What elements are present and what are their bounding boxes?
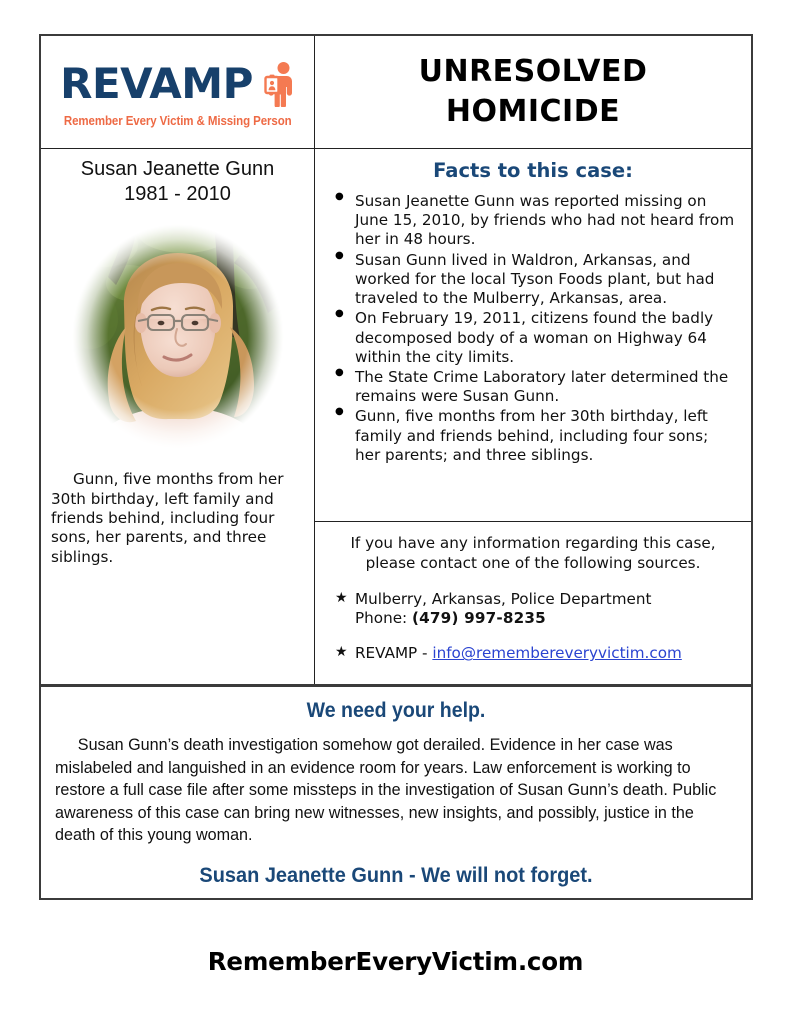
poster-title-line-1: UNRESOLVED <box>418 54 648 90</box>
contact-separator: - <box>422 644 428 663</box>
missing-person-poster <box>39 34 753 900</box>
phone-label: Phone: <box>355 608 408 627</box>
revamp-logo <box>60 58 295 108</box>
contact-intro: If you have any information regarding this case, please contact one of the following sources. <box>350 534 716 572</box>
phone-number[interactable]: (479) 997-8235 <box>412 608 546 627</box>
poster-title-cell <box>315 36 751 148</box>
list-item: ● Susan Gunn lived in Waldron, Arkansas, and worked for the local Tyson Foods plant, but had traveled to the Mulberry, Arkansas, area. <box>353 251 735 309</box>
revamp-label: REVAMP <box>355 644 418 663</box>
star-icon: ★ <box>335 644 348 661</box>
help-heading: We need your help. <box>306 699 486 722</box>
help-body-text: Susan Gunn’s death investigation somehow got derailed. Evidence in her case was mislabeled and languished in an evidence room for years. Law enforcement is working to restore a full case file after some missteps in the investigation of Susan Gunn’s death. Public awareness of this case can bring new witnesses, new insights, and possibly, justice in the death of this young woman. <box>55 735 717 845</box>
person-with-clipboard-icon <box>263 61 295 107</box>
we-need-your-help-section <box>41 687 751 888</box>
list-item: ● The State Crime Laboratory later determined the remains were Susan Gunn. <box>353 368 735 406</box>
victim-years: 1981 - 2010 <box>124 183 231 206</box>
victim-photo <box>64 215 292 458</box>
victim-caption: Gunn, five months from her 30th birthday, left family and friends behind, including four sons, her parents, and three siblings. <box>51 470 284 566</box>
facts-heading: Facts to this case: <box>433 159 633 182</box>
poster-right-column <box>315 149 751 684</box>
facts-list <box>327 192 739 465</box>
contact-section <box>315 522 751 684</box>
facts-section <box>315 149 751 522</box>
revamp-email-link[interactable]: info@remembereveryvictim.com <box>432 644 682 663</box>
revamp-logo-cell <box>41 36 315 148</box>
police-department-name: Mulberry, Arkansas, Police Department <box>355 589 652 608</box>
poster-title-line-2: HOMICIDE <box>445 94 621 129</box>
list-item: ● On February 19, 2011, citizens found the badly decomposed body of a woman on Highway 64 within the city limits. <box>353 309 735 367</box>
star-icon: ★ <box>335 589 348 606</box>
victim-name: Susan Jeanette Gunn <box>80 158 275 180</box>
list-item: ● Susan Jeanette Gunn was reported missing on June 15, 2010, by friends who had not heard from her in 48 hours. <box>353 192 735 250</box>
poster-header-row <box>41 36 751 149</box>
memorial-line: Susan Jeanette Gunn - We will not forget. <box>199 864 593 888</box>
victim-photo-oval <box>64 215 292 458</box>
list-item: ● Gunn, five months from her 30th birthday, left family and friends behind, including four sons; her parents; and three siblings. <box>353 407 735 465</box>
footer-website[interactable]: RememberEveryVictim.com <box>207 947 584 976</box>
revamp-wordmark: REVAMP <box>60 58 253 108</box>
contact-police-department <box>329 590 737 629</box>
victim-cell <box>41 149 315 684</box>
poster-main-row <box>41 149 751 684</box>
contact-revamp <box>329 644 737 663</box>
revamp-tagline: Remember Every Victim & Missing Person <box>63 113 292 128</box>
